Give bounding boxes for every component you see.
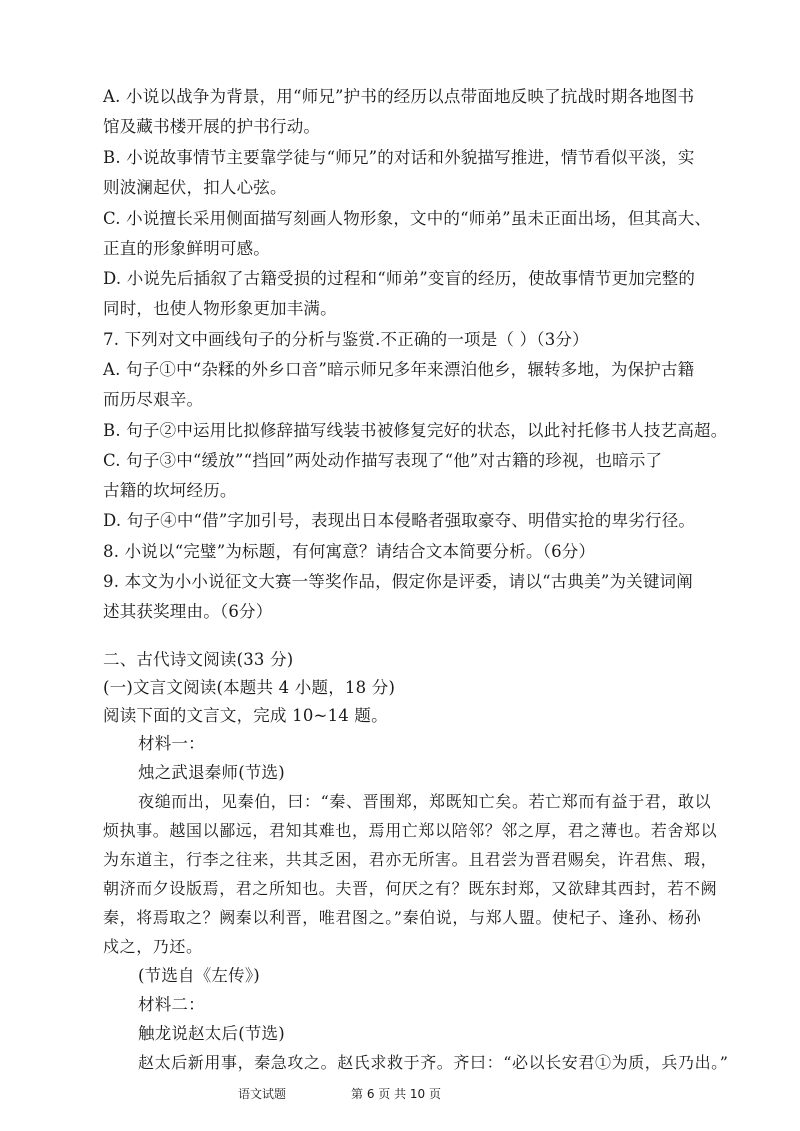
- section2-instruction: 阅读下面的文言文，完成 10~14 题。: [103, 706, 388, 725]
- material1-text-line4: 朝济而夕设版焉，君之所知也。夫晋，何厌之有？既东封郑，又欲肆其西封，若不阙: [103, 879, 718, 898]
- material1-text-line1: 夜缒而出，见秦伯，曰：“秦、晋围郑，郑既知亡矣。若亡郑而有益于君，敢以: [138, 792, 712, 811]
- q6-option-c-line1: C. 小说擅长采用侧面描写刻画人物形象，文中的“师弟”虽未正面出场，但其高大、: [103, 209, 712, 228]
- q6-option-d-line2: 同时，也使人物形象更加丰满。: [103, 299, 337, 318]
- material1-title: 烛之武退秦师(节选): [138, 763, 285, 782]
- q6-option-b-line2: 则波澜起伏，扣人心弦。: [103, 178, 287, 197]
- q7-option-a-line1: A. 句子①中“杂糅的外乡口音”暗示师兄多年来漂泊他乡，辗转多地，为保护古籍: [103, 360, 695, 379]
- q7-option-c-line2: 古籍的坎坷经历。: [103, 481, 237, 500]
- section2-title: 二、古代诗文阅读(33 分): [103, 650, 294, 669]
- footer-subject: 语文试题: [238, 1087, 287, 1101]
- material1-text-line3: 为东道主，行李之往来，共其乏困，君亦无所害。且君尝为晋君赐矣，许君焦、瑕，: [103, 850, 718, 869]
- q6-option-d-line1: D. 小说先后插叙了古籍受损的过程和“师弟”变盲的经历，使故事情节更加完整的: [103, 269, 696, 288]
- q7-option-d: D. 句子④中“借”字加引号，表现出日本侵略者强取豪夺、明借实抢的卑劣行径。: [103, 511, 696, 530]
- q8-text: 8. 小说以“完璧”为标题，有何寓意？请结合文本简要分析。（6分）: [103, 542, 596, 561]
- section2-subtitle: (一)文言文阅读(本题共 4 小题，18 分): [103, 678, 396, 697]
- q6-option-a-line2: 馆及藏书楼开展的护书行动。: [103, 117, 321, 136]
- material1-text-line6: 戍之，乃还。: [103, 937, 203, 956]
- q6-option-c-line2: 正直的形象鲜明可感。: [103, 239, 270, 258]
- material2-text-line1: 赵太后新用事，秦急攻之。赵氏求救于齐。齐曰：“必以长安君①为质，兵乃出。”: [138, 1053, 729, 1072]
- q7-option-c-line1: C. 句子③中“缓放”“挡回”两处动作描写表现了“他”对古籍的珍视，也暗示了: [103, 451, 663, 470]
- q6-option-a-line1: A. 小说以战争为背景，用“师兄”护书的经历以点带面地反映了抗战时期各地图书: [103, 87, 695, 106]
- material1-label: 材料一：: [138, 734, 205, 753]
- q6-option-b-line1: B. 小说故事情节主要靠学徒与“师兄”的对话和外貌描写推进，情节看似平淡，实: [103, 148, 695, 167]
- material1-text-line5: 秦，将焉取之？阙秦以利晋，唯君图之。”秦伯说，与郑人盟。使杞子、逢孙、杨孙: [103, 908, 702, 927]
- q9-line2: 述其获奖理由。（6分）: [103, 602, 273, 621]
- q9-line1: 9. 本文为小小说征文大赛一等奖作品，假定你是评委，请以“古典美”为关键词阐: [103, 572, 693, 591]
- q7-option-a-line2: 而历尽艰辛。: [103, 390, 204, 409]
- footer-page-number: 第 6 页 共 10 页: [351, 1087, 441, 1101]
- material2-label: 材料二：: [138, 995, 205, 1014]
- q7-option-b: B. 句子②中运用比拟修辞描写线装书被修复完好的状态，以此衬托修书人技艺高超。: [103, 421, 728, 440]
- material1-source: (节选自《左传》): [138, 966, 260, 985]
- q7-stem: 7. 下列对文中画线句子的分析与鉴赏.不正确的一项是（ ）（3分）: [103, 330, 589, 349]
- material1-text-line2: 烦执事。越国以鄙远，君知其难也，焉用亡郑以陪邻？邻之厚，君之薄也。若舍郑以: [103, 821, 718, 840]
- material2-title: 触龙说赵太后(节选): [138, 1024, 285, 1043]
